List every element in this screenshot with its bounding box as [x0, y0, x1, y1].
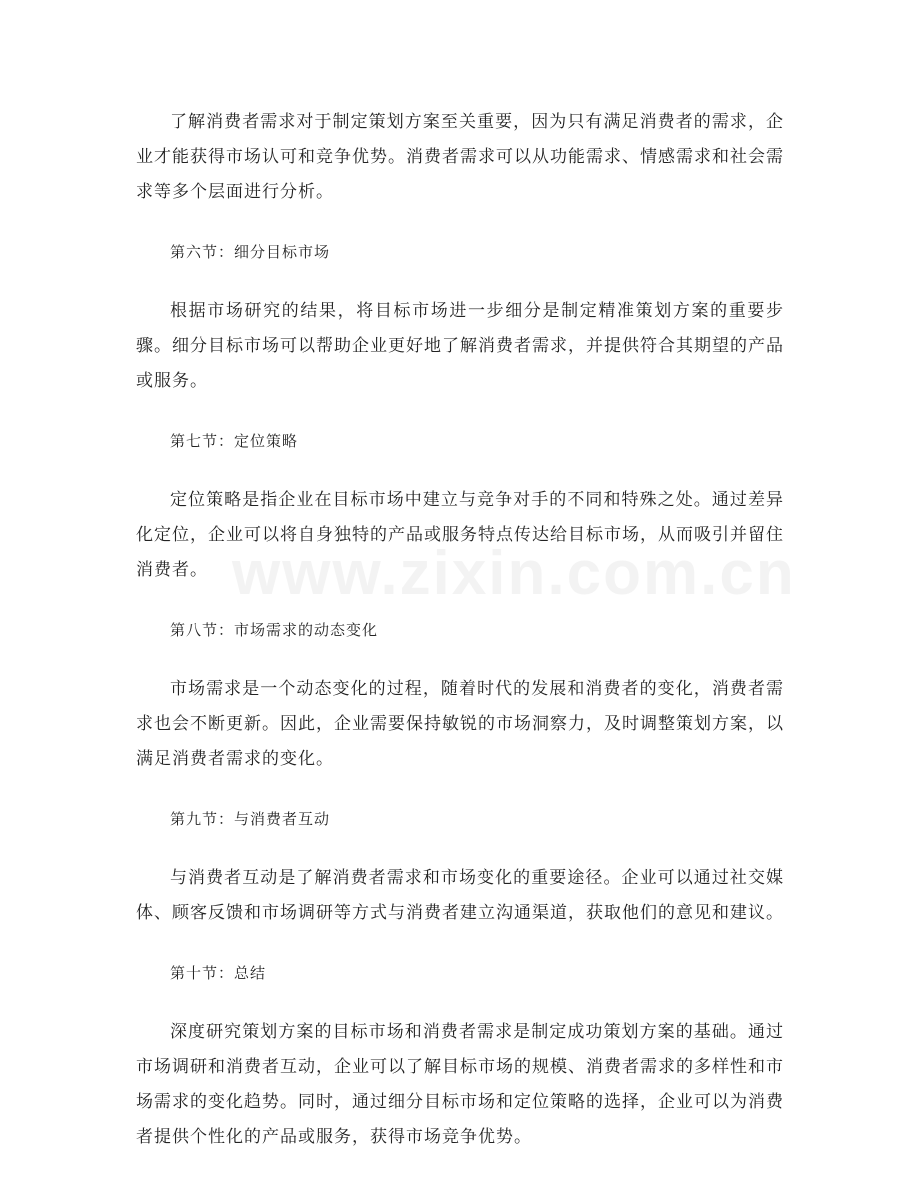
paragraph-interaction: 与消费者互动是了解消费者需求和市场变化的重要途径。企业可以通过社交媒体、顾客反馈和市场调研等方式与消费者建立沟通渠道，获取他们的意见和建议。	[136, 868, 784, 923]
paragraph-dynamic-demand: 市场需求是一个动态变化的过程，随着时代的发展和消费者的变化，消费者需求也会不断更新。因此，企业需要保持敏锐的市场洞察力，及时调整策划方案，以满足消费者需求的变化。	[136, 679, 784, 769]
paragraph-positioning: 定位策略是指企业在目标市场中建立与竞争对手的不同和特殊之处。通过差异化定位，企业可以将自身独特的产品或服务特点传达给目标市场，从而吸引并留住消费者。	[136, 490, 784, 580]
watermark-text: www.zixin.com.cn	[232, 539, 796, 608]
section-heading-8: 第八节：市场需求的动态变化	[170, 621, 379, 639]
paragraph-segmentation: 根据市场研究的结果，将目标市场进一步细分是制定精准策划方案的重要步骤。细分目标市场可以帮助企业更好地了解消费者需求，并提供符合其期望的产品或服务。	[136, 301, 784, 391]
section-heading-6: 第六节：细分目标市场	[170, 243, 331, 261]
section-heading-9: 第九节：与消费者互动	[170, 810, 331, 828]
section-heading-10: 第十节：总结	[170, 964, 267, 982]
document-body	[136, 105, 796, 1155]
paragraph-consumer-needs: 了解消费者需求对于制定策划方案至关重要，因为只有满足消费者的需求，企业才能获得市场认可和竞争优势。消费者需求可以从功能需求、情感需求和社会需求等多个层面进行分析。	[136, 112, 784, 202]
section-heading-7: 第七节：定位策略	[170, 432, 299, 450]
paragraph-summary: 深度研究策划方案的目标市场和消费者需求是制定成功策划方案的基础。通过市场调研和消费者互动，企业可以了解目标市场的规模、消费者需求的多样性和市场需求的变化趋势。同时，通过细分目标市场和定位策略的选择，企业可以为消费者提供个性化的产品或服务，获得市场竞争优势。	[136, 1022, 784, 1147]
